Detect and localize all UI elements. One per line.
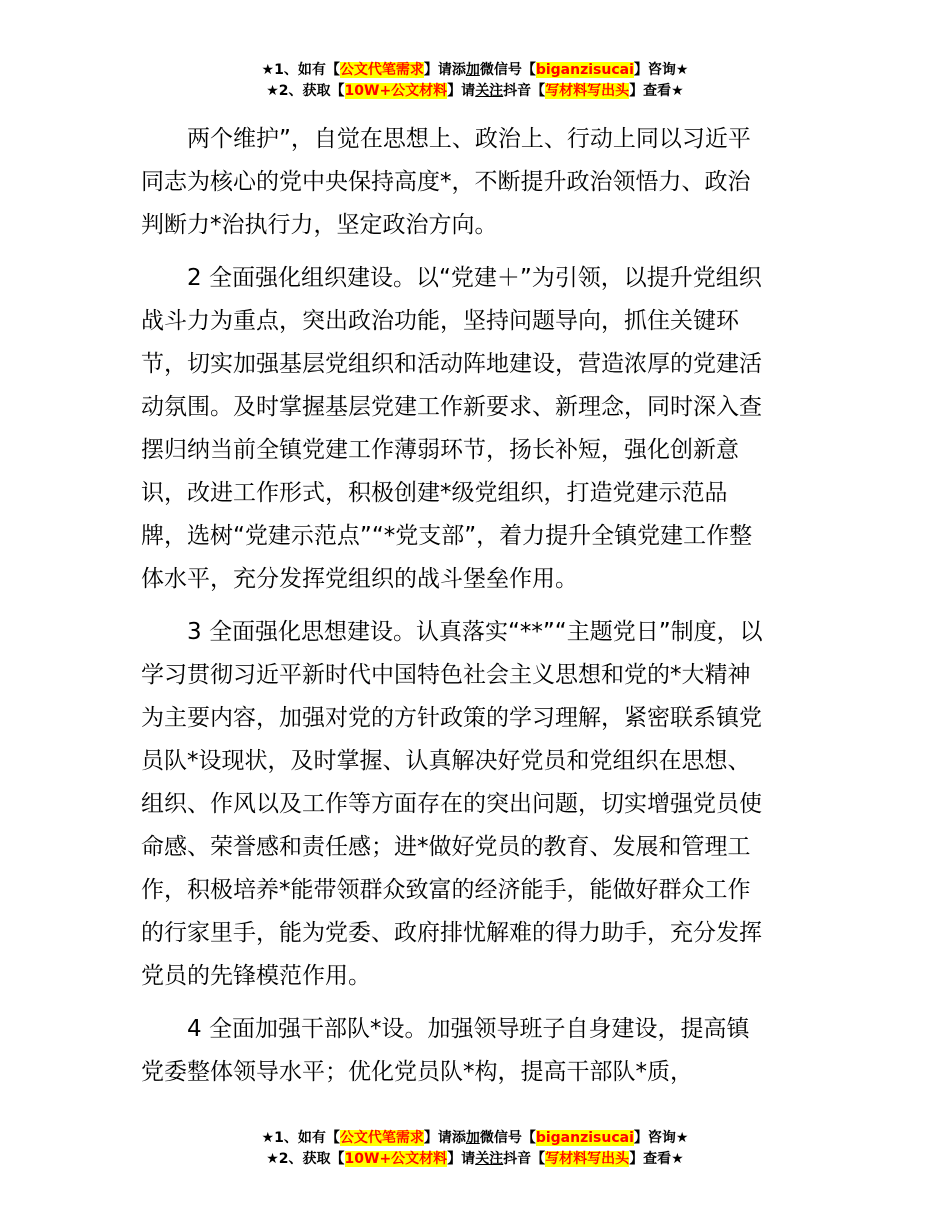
banner-text: 抖音【 [503, 1151, 546, 1167]
highlight-service: 公文代笔需求 [339, 1130, 424, 1146]
text-line: 同志为核心的党中央保持高度*，不断提升政治领悟力、政治 [141, 169, 751, 195]
banner-text: 】咨询★ [633, 1130, 689, 1146]
text-line: 判断力*治执行力，坚定政治方向。 [141, 212, 498, 238]
banner-line-2 [0, 81, 950, 102]
text-line: 识，改进工作形式，积极创建*级党组织，打造党建示范品 [141, 480, 728, 506]
banner-text: 】咨询★ [633, 62, 689, 78]
text-line: 动氛围。及时掌握基层党建工作新要求、新理念，同时深入查 [141, 394, 762, 420]
banner-line-1 [0, 1128, 950, 1149]
banner-line-1 [0, 60, 950, 81]
banner-text: ★2、获取【 [266, 1151, 345, 1167]
paragraph-organization-building [141, 257, 813, 601]
banner-text: 微信号【 [479, 1130, 536, 1146]
highlight-materials: 10W+公文材料 [344, 1151, 448, 1167]
text-line: 两个维护”，自觉在思想上、政治上、行动上同以习近平 [187, 126, 751, 152]
text-line: 党委整体领导水平；优化党员队*构，提高干部队*质， [141, 1059, 693, 1085]
banner-text: 】查看★ [629, 83, 684, 99]
highlight-materials: 10W+公文材料 [344, 83, 448, 99]
text-line: 为主要内容，加强对党的方针政策的学习理解，紧密联系镇党 [141, 705, 762, 731]
text-line: 作，积极培养*能带领群众致富的经济能手，能做好群众工作 [141, 877, 751, 903]
text-line: 战斗力为重点，突出政治功能，坚持问题导向，抓住关键环 [141, 308, 739, 334]
paragraph-cadre-team-building [141, 1008, 813, 1094]
banner-text: 】请 [447, 1151, 476, 1167]
banner-text: ★1、如有【 [261, 62, 340, 78]
text-line: 的行家里手，能为党委、政府排忧解难的得力助手，充分发挥 [141, 920, 762, 946]
banner-text: 】请 [447, 83, 476, 99]
header-banner [0, 60, 950, 102]
text-line: 党员的先锋模范作用。 [141, 963, 371, 989]
banner-text: 抖音【 [503, 83, 546, 99]
text-line: 4 全面加强干部队*设。加强领导班子自身建设，提高镇 [187, 1016, 750, 1042]
banner-line-2 [0, 1149, 950, 1170]
footer-banner [0, 1128, 950, 1170]
paragraph-continuation [141, 118, 813, 247]
text-line: 牌，选树“党建示范点”“*党支部”，着力提升全镇党建工作整 [141, 523, 753, 549]
text-line: 员队*设现状，及时掌握、认真解决好党员和党组织在思想、 [141, 748, 751, 774]
highlight-service: 公文代笔需求 [339, 62, 424, 78]
highlight-douyin-account: 写材料写出头 [545, 1151, 630, 1167]
banner-text: 】查看★ [629, 1151, 684, 1167]
underlined-text: 关注 [475, 1151, 504, 1167]
highlight-wechat-id: biganzisucai [535, 1130, 634, 1146]
highlight-douyin-account: 写材料写出头 [545, 83, 630, 99]
text-line: 节，切实加强基层党组织和活动阵地建设，营造浓厚的党建活 [141, 351, 762, 377]
banner-text: ★2、获取【 [266, 83, 345, 99]
text-line: 命感、荣誉感和责任感；进*做好党员的教育、发展和管理工 [141, 834, 751, 860]
banner-text: ★1、如有【 [261, 1130, 340, 1146]
document-body [141, 118, 813, 1094]
underlined-text: 加 [465, 62, 480, 78]
text-line: 3 全面强化思想建设。认真落实“**”“主题党日”制度，以 [187, 619, 763, 645]
banner-text: 】请添 [423, 1130, 466, 1146]
banner-text: 微信号【 [479, 62, 536, 78]
text-line: 摆归纳当前全镇党建工作薄弱环节，扬长补短，强化创新意 [141, 437, 739, 463]
text-line: 2 全面强化组织建设。以“党建＋”为引领，以提升党组织 [187, 265, 762, 291]
text-line: 体水平，充分发挥党组织的战斗堡垒作用。 [141, 566, 578, 592]
paragraph-ideological-building [141, 611, 813, 998]
banner-text: 】请添 [423, 62, 466, 78]
text-line: 学习贯彻习近平新时代中国特色社会主义思想和党的*大精神 [141, 662, 751, 688]
text-line: 组织、作风以及工作等方面存在的突出问题，切实增强党员使 [141, 791, 762, 817]
underlined-text: 加 [465, 1130, 480, 1146]
highlight-wechat-id: biganzisucai [535, 62, 634, 78]
underlined-text: 关注 [475, 83, 504, 99]
